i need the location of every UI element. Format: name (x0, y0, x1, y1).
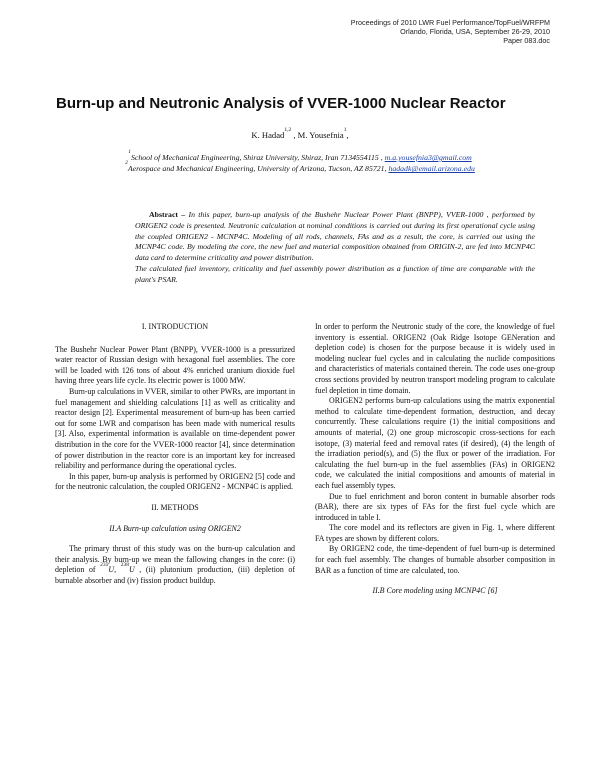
affiliation-2-mark: 2 (125, 160, 128, 166)
affiliations (0, 149, 600, 174)
affiliation-2-text: Aerospace and Mechanical Engineering, University of Arizona, Tucson, AZ 85721, (127, 164, 387, 173)
authors (0, 127, 600, 140)
affiliation-1-text: School of Mechanical Engineering, Shiraz University, Shiraz, Iran 7134554115 , (130, 153, 383, 162)
email-link-1[interactable]: m.a.yousefnia3@gmail.com (384, 153, 472, 162)
right-paragraph-5: By ORIGEN2 code, the time-dependent of fuel burn-up is determined for each fuel assembly. The changes of burnable absorber composition in BAR as a function of time are calculated, too. (315, 544, 555, 575)
header-line-2: Orlando, Florida, USA, September 26-29, 2010 (400, 27, 550, 36)
methods-text-a: The primary thrust of this study was on the burn-up calculation and their analysis. By burn-up we mean the fallowing changes in the core: (i) depletion of (55, 544, 295, 575)
abstract-text: In this paper, burn-up analysis of the Bushehr Nuclear Power Plant (BNPP), VVER-1000 , performed by ORIGEN2 code is presented. Neutronic calculation at nominal conditions is carried out during its first operational cycle using the coupled ORIGEN2 - MCNP4C. Modeling of all rods, channels, FAs and as a result, the core, is carried out using the MCNP4C code. By modeling the core, the new fuel and material composition obtained from ORIGIN-2, are fed into MCNP4C data card to determine criticality and power distribution. (135, 210, 535, 263)
intro-paragraph-2: Burn-up calculations in VVER, similar to other PWRs, are important in fuel management and shielding calculations [1] as well as criticality and reactor design [2]. Experimental measurement of burn-up has been carried out for some LWR and comparison has been made with numerical results [3]. Also, experimental information is available on time-dependent power distribution in the core for the VVER-1000 reactor [4], since determination of power distribution in the reactor core is an important key for increased reliability and performance during the operational cycles. (55, 386, 296, 471)
header-line-1: Proceedings of 2010 LWR Fuel Performance/TopFuel/WRFPM (350, 18, 550, 27)
paper-title: Burn-up and Neutronic Analysis of VVER-1000 Nuclear Reactor (56, 95, 506, 112)
right-paragraph-2: ORIGEN2 performs burn-up calculations using the matrix exponential method to calculate time-dependent formation, destruction, and decay concurrently. These calculations require (1) the initial compositions and amounts of material, (2) one group microscopic cross-sections for each isotope, (3) material feed and removal rates (if desired), (4) the length of the irradiation period(s), and (5) the flux or power of the irradiation. For calculating the fuel burn-up in the fuel assemblies (FAs) in ORIGEN2 code, we calculated the initial compositions and amounts of material in each fuel assembly types. (315, 396, 555, 490)
author-2-affil: 1 (343, 127, 347, 133)
isotope-238-mass: 238 (120, 562, 129, 569)
abstract-paragraph-2: The calculated fuel inventory, criticality and fuel assembly power distribution as a function of time are comparable with the plant's PSAR. (135, 263, 535, 284)
affiliation-1-mark: 1 (128, 149, 131, 155)
proceedings-header (351, 18, 550, 45)
isotope-238-symbol: U (128, 565, 135, 575)
isotope-235-mass: 235 (100, 562, 109, 569)
affiliation-1 (0, 149, 600, 163)
authors-end: , (346, 130, 349, 140)
author-1-affil: 1,2 (284, 127, 292, 133)
subsection-mcnp4c-heading: II.B Core modeling using MCNP4C [6] (372, 586, 498, 596)
right-paragraph-4: The core model and its reflectors are given in Fig. 1, where different FA types are shown by different colors. (315, 523, 555, 543)
methods-comma: , (114, 565, 121, 575)
section-introduction-heading: I. INTRODUCTION (141, 322, 209, 331)
isotope-235-symbol: U (108, 565, 115, 575)
intro-paragraph-3: In this paper, burn-up analysis is performed by ORIGEN2 [5] code and for the neutronic calculation, the coupled ORIGEN2 - MCNP4C is applied. (55, 471, 295, 492)
intro-paragraph-1: The Bushehr Nuclear Power Plant (BNPP), VVER-1000 is a pressurized water reactor of Russian design with hexagonal fuel assemblies. The core will be loaded with 126 tons of about 4% enriched uranium dioxide fuel having three years life cycle. Its electric power is 1000 MW. (55, 344, 295, 386)
author-1: K. Hadad (251, 130, 285, 140)
methods-paragraph-1 (55, 544, 295, 586)
subsection-origen2-heading: II.A Burn-up calculation using ORIGEN2 (109, 523, 241, 533)
email-link-2[interactable]: hadadk@email.arizona.edu (388, 164, 475, 173)
left-column (55, 322, 295, 586)
abstract-label: Abstract – (149, 210, 186, 219)
methods-text-b: , (ii) plutonium production, (iii) depletion of burnable absorber and (iv) fission product buildup. (55, 565, 295, 585)
right-column (315, 322, 555, 597)
abstract (135, 210, 535, 286)
right-paragraph-3: Due to fuel enrichment and boron content in burnable absorber rods (BAR), there are six types of FAs for the first fuel cycle which are introduced in table I. (315, 491, 555, 522)
abstract-paragraph-1 (135, 210, 535, 264)
affiliation-2 (0, 160, 600, 174)
author-2: , M. Yousefnia (291, 130, 344, 140)
header-line-3: Paper 083.doc (503, 36, 550, 45)
right-paragraph-1: In order to perform the Neutronic study of the core, the knowledge of fuel inventory is essential. ORIGEN2 (Oak Ridge Isotope GENeration and depletion code) is chosen for the purpose because it is widely used in modeling nuclear fuel cycles and in calculating the nuclide compositions and characteristics of materials contained therein. The code uses one-group cross sections provided by neutron transport modeling program to calculate fuel depletion in time domain. (315, 322, 555, 395)
section-methods-heading: II. METHODS (151, 502, 199, 512)
